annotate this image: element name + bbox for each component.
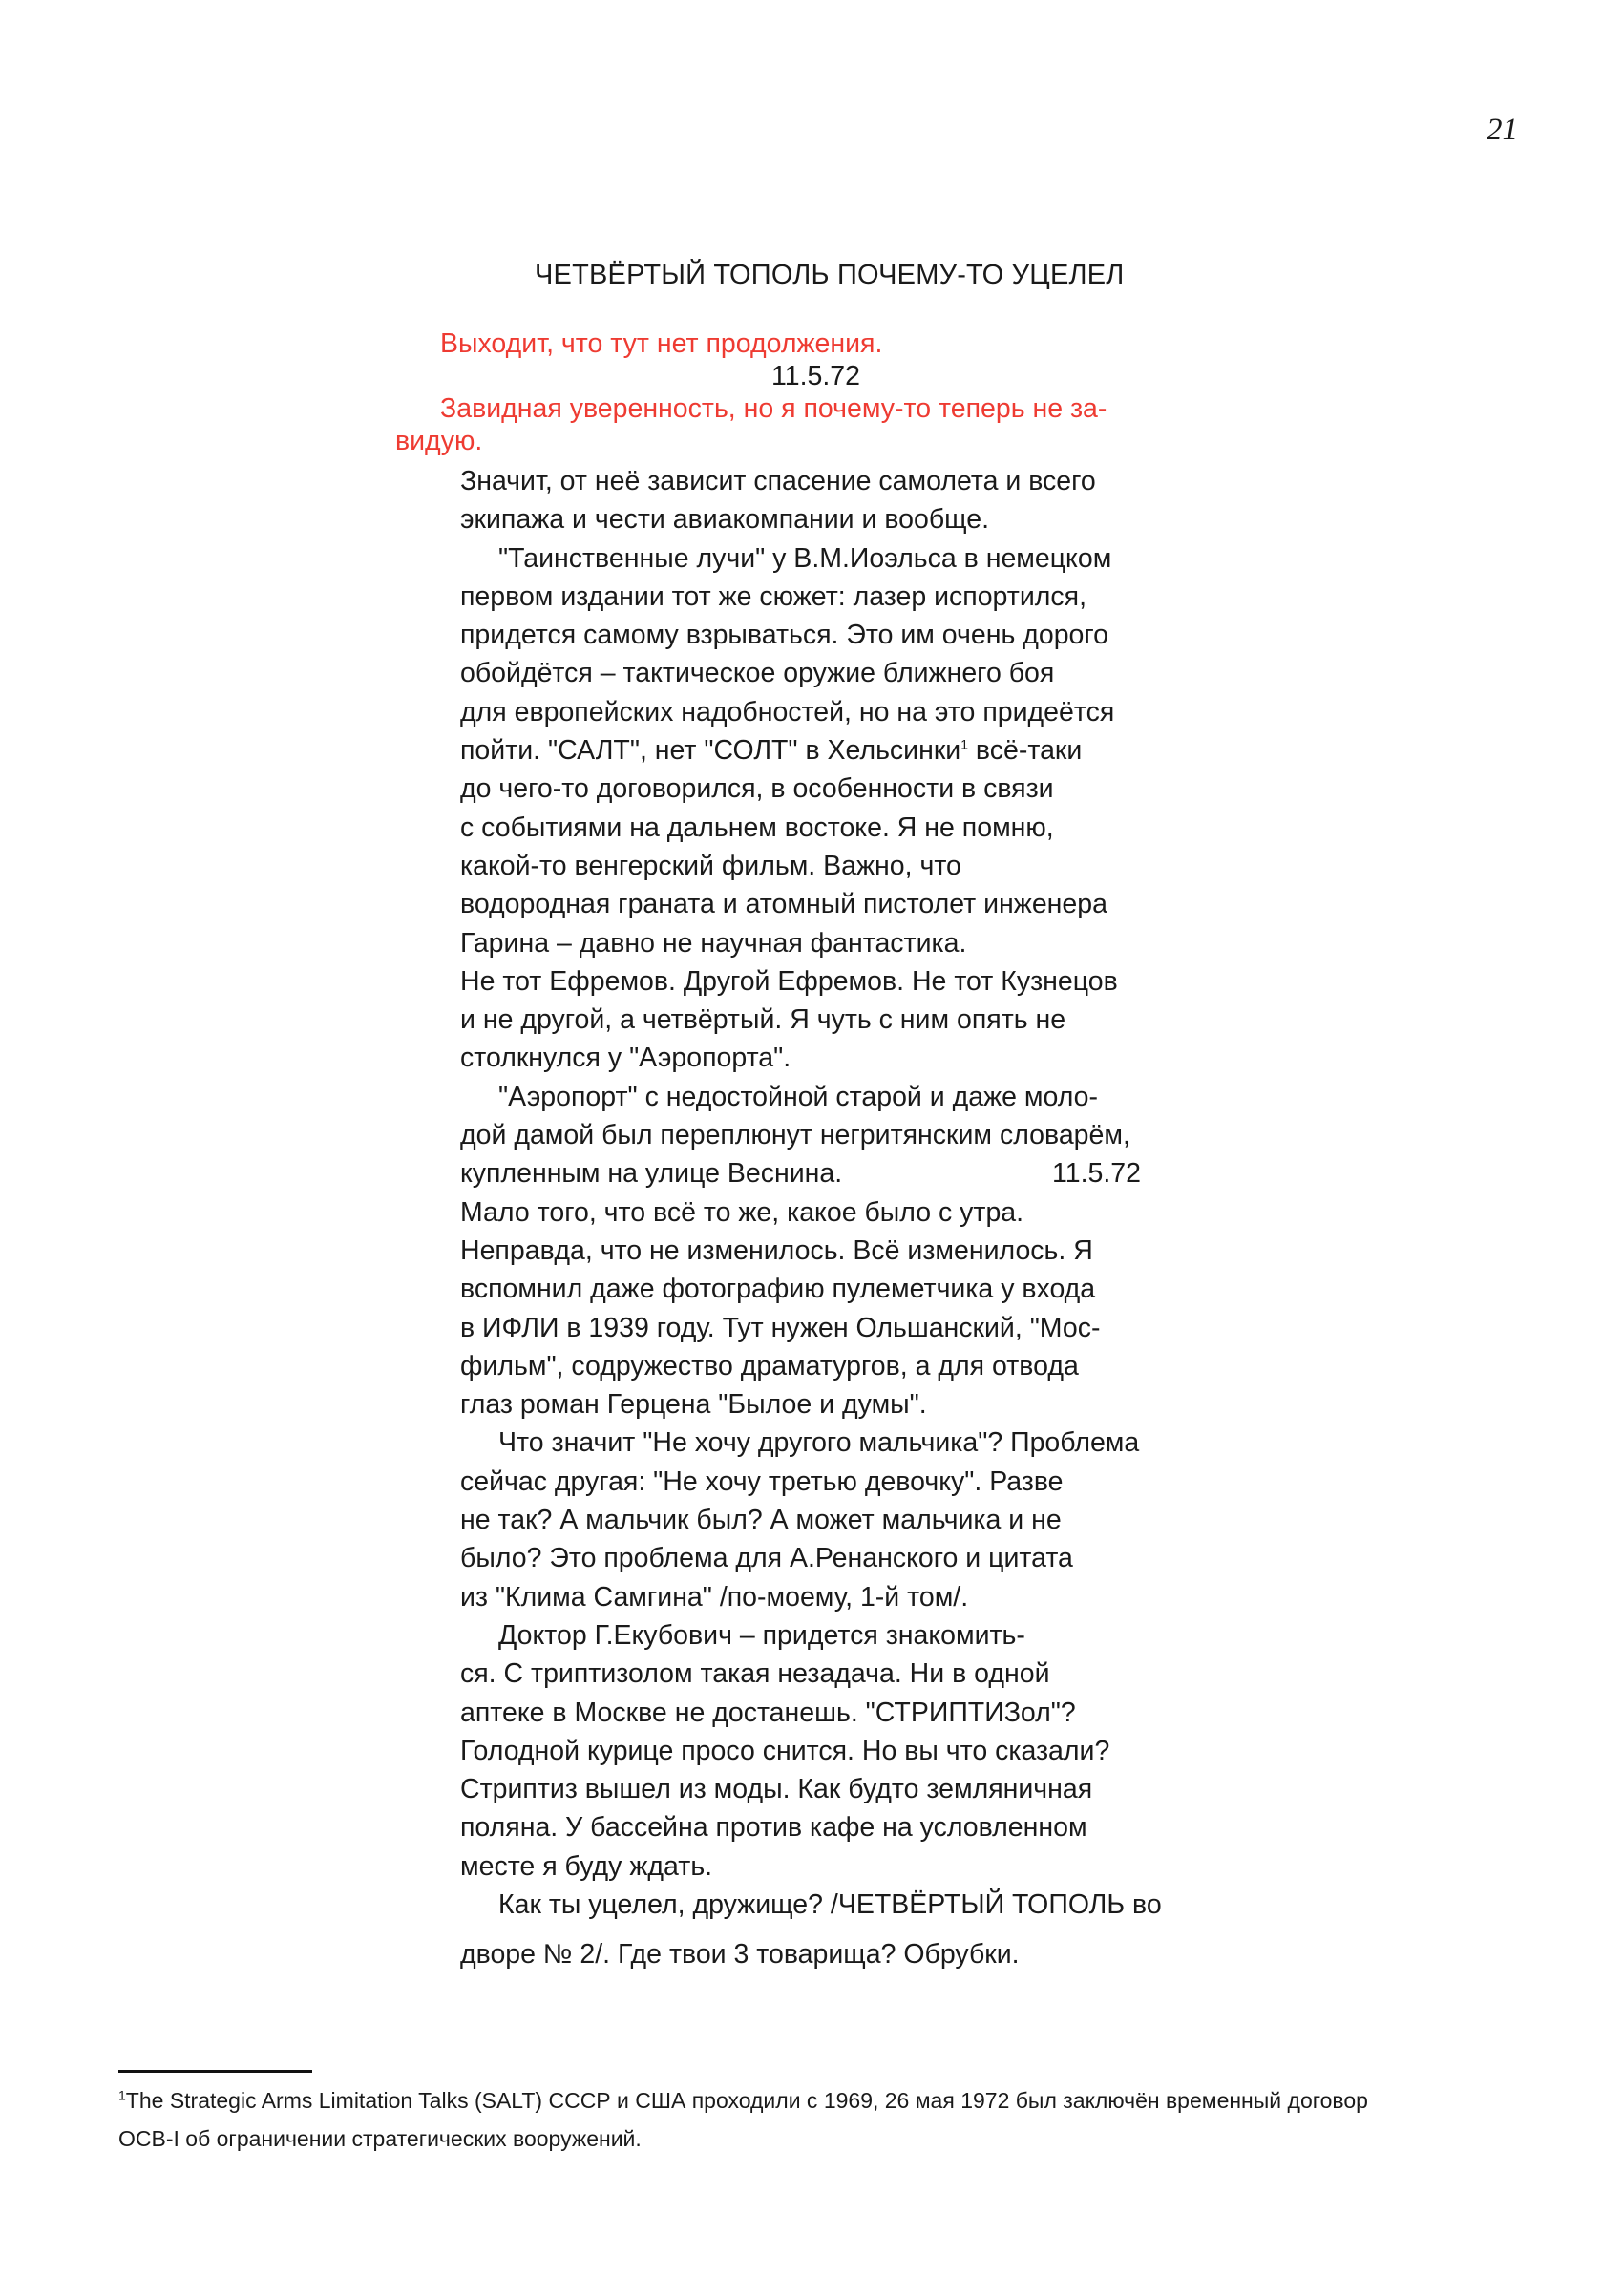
body-line: какой-то венгерский фильм. Важно, что <box>460 850 961 881</box>
body-line: Не тот Ефремов. Другой Ефремов. Не тот Кузнецов <box>460 965 1118 997</box>
body-line: столкнулся у "Аэропорта". <box>460 1043 791 1074</box>
footnote <box>118 2081 1522 2158</box>
body-line: в ИФЛИ в 1939 году. Тут нужен Ольшанский, "Мос- <box>460 1312 1101 1343</box>
body-line: первом издании тот же сюжет: лазер испортился, <box>460 580 1086 612</box>
body-line: обойдётся – тактическое оружие ближнего боя <box>460 658 1055 689</box>
footnote-line <box>118 2081 1522 2120</box>
body-line: с событиями на дальнем востоке. Я не помню, <box>460 812 1054 843</box>
body-line: для европейских надобностей, но на это придеётся <box>460 696 1115 728</box>
red-note-1: Выходит, что тут нет продолжения. <box>440 328 883 359</box>
body-text-part: пойти. "САЛТ", нет "СОЛТ" в Хельсинки <box>460 735 961 767</box>
body-line: фильм", содружество драматургов, а для отвода <box>460 1350 1079 1382</box>
body-line: глаз роман Герцена "Былое и думы". <box>460 1389 927 1421</box>
body-line: "Таинственные лучи" у В.М.Иоэльса в немецком <box>498 542 1112 574</box>
body-line: месте я буду ждать. <box>460 1850 713 1882</box>
body-line: экипажа и чести авиакомпании и вообще. <box>460 504 990 536</box>
body-line: Голодной курице просо снится. Но вы что сказали? <box>460 1735 1110 1766</box>
body-line: сейчас другая: "Не хочу третью девочку". Разве <box>460 1466 1064 1497</box>
body-line: ся. С триптизолом такая незадача. Ни в одной <box>460 1658 1050 1690</box>
body-text-part: всё-таки <box>968 735 1083 767</box>
body-line <box>460 1154 1224 1192</box>
body-line: из "Клима Самгина" /по-моему, 1-й том/. <box>460 1581 969 1613</box>
body-line: вспомнил даже фотографию пулеметчика у входа <box>460 1274 1096 1305</box>
body-line: дой дамой был переплюнут негритянским словарём, <box>460 1120 1130 1151</box>
red-note-date: 11.5.72 <box>771 361 860 391</box>
body-text-part: купленным на улице Веснина. <box>460 1158 843 1190</box>
body-line: водородная граната и атомный пистолет инженера <box>460 889 1107 920</box>
body-line: было? Это проблема для А.Ренанского и цитата <box>460 1543 1073 1574</box>
body-line: Значит, от неё зависит спасение самолета и всего <box>460 466 1096 496</box>
body-line: Мало того, что всё то же, какое было с утра. <box>460 1196 1024 1228</box>
body-line: Как ты уцелел, дружище? /ЧЕТВЁРТЫЙ ТОПОЛЬ во <box>498 1888 1162 1920</box>
body-line: Доктор Г.Екубович – придется знакомить- <box>498 1619 1025 1651</box>
body-line: придется самому взрываться. Это им очень дорого <box>460 620 1109 651</box>
red-note-2a: Завидная уверенность, но я почему-то теперь не за- <box>440 393 1107 424</box>
chapter-title: ЧЕТВЁРТЫЙ ТОПОЛЬ ПОЧЕМУ-ТО УЦЕЛЕЛ <box>535 260 1125 290</box>
entry-date: 11.5.72 <box>1052 1158 1141 1190</box>
red-note-2b: видую. <box>395 426 483 456</box>
body-line <box>460 731 1224 770</box>
footnote-line: ОСВ-I об ограничении стратегических вооружений. <box>118 2126 642 2151</box>
footnote-text: The Strategic Arms Limitation Talks (SALT) СССР и США проходили с 1969, 26 мая 1972 был заключён временный договор <box>125 2088 1368 2113</box>
body-line: Стриптиз вышел из моды. Как будто земляничная <box>460 1774 1093 1805</box>
footnote-ref: 1 <box>960 736 969 752</box>
body-line: не так? А мальчик был? А может мальчика и не <box>460 1505 1062 1536</box>
body-line: и не другой, а четвёртый. Я чуть с ним опять не <box>460 1004 1066 1036</box>
body-line: "Аэропорт" с недостойной старой и даже моло- <box>498 1081 1099 1112</box>
body-line: Неправда, что не изменилось. Всё изменилось. Я <box>460 1234 1093 1266</box>
footnote-rule <box>118 2070 312 2073</box>
body-line: дворе № 2/. Где твои 3 товарища? Обрубки. <box>460 1939 1020 1971</box>
body-line: аптеке в Москве не достанешь. "СТРИПТИЗол"? <box>460 1697 1076 1728</box>
body-text <box>460 462 1224 1974</box>
page-number: 21 <box>1487 113 1518 147</box>
footnote-marker: 1 <box>118 2087 126 2103</box>
body-line: до чего-то договорился, в особенности в связи <box>460 773 1054 805</box>
body-line: Гарина – давно не научная фантастика. <box>460 927 967 959</box>
body-line: Что значит "Не хочу другого мальчика"? Проблема <box>498 1427 1140 1459</box>
body-line: поляна. У бассейна против кафе на условленном <box>460 1812 1087 1844</box>
